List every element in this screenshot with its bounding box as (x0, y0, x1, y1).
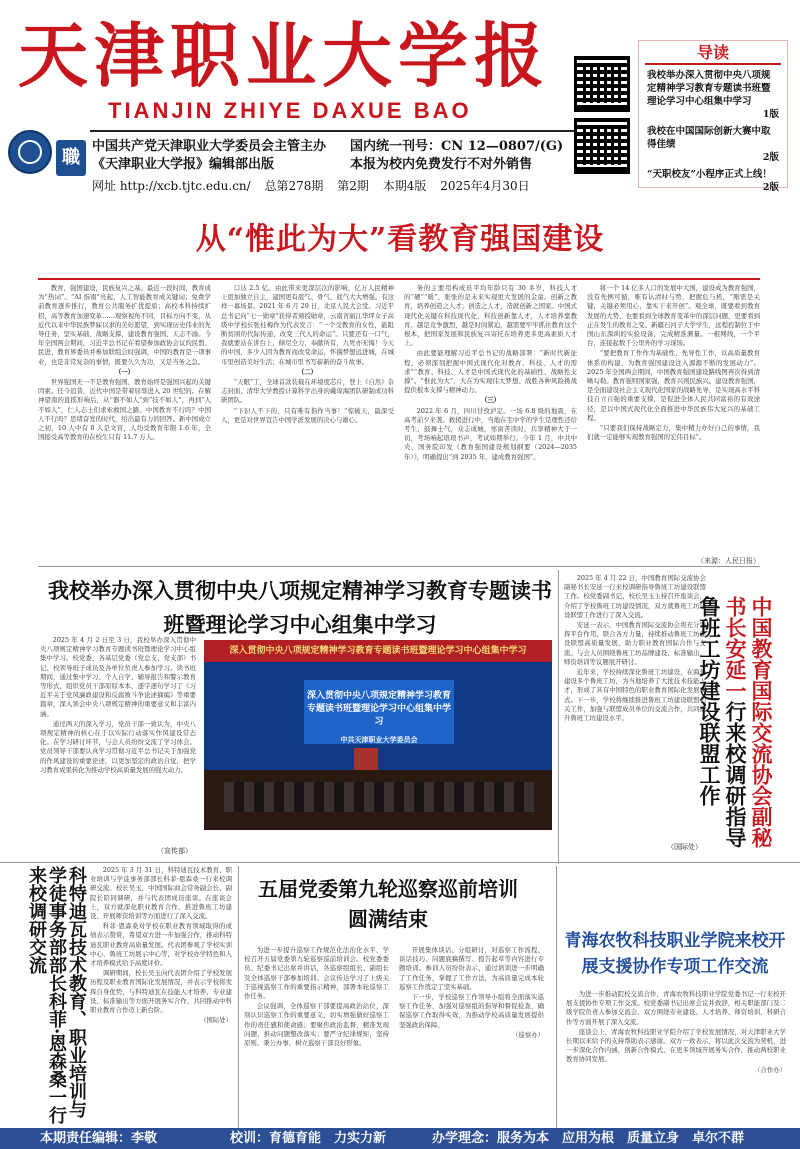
website-link[interactable]: 网址 http://xcb.tjtc.edu.cn/ (92, 179, 251, 193)
university-seal-icon (8, 130, 52, 174)
guide-item-text: “天职校友”小程序正式上线！ (647, 169, 772, 180)
photo-banner-text: 深入贯彻中央八项规定精神学习教育专题读书班暨理论学习中心组集中学习 (204, 640, 552, 662)
paragraph: 近年来，学校持续深化鲁班工坊建设，在海外建设多个鲁班工坊，为当地培养了大批技术技能人才，形成了具有中国特色的职业教育国际化发展模式。下一步，学校将继续推进鲁班工坊建设联盟相关工作，加强与联盟成员单位的交流合作，共同提升鲁班工坊建设水平。 (564, 668, 706, 723)
issue-meta (92, 178, 632, 194)
article-column (399, 946, 544, 1128)
newspaper-pinyin: TIANJIN ZHIYE DAXUE BAO (108, 98, 472, 123)
article-column (40, 636, 196, 846)
guide-item[interactable] (639, 65, 787, 121)
lead-column (221, 284, 394, 554)
publisher-line: 《天津职业大学报》编辑部出版 (92, 157, 275, 172)
footer-philosophy: 办学理念：服务为本 应用为根 质量立身 卓尔不群 (432, 1131, 745, 1146)
divider (38, 566, 760, 567)
byline: （巡察办） (512, 1030, 544, 1039)
qr-code-icon[interactable] (574, 56, 630, 112)
article-c-headline: 青海农牧科技职业学院来校开展支援协作专项工作交流 (564, 931, 786, 977)
headline-part: 行来校调研指导鲁班工坊建设联盟工作 (697, 596, 748, 848)
footer-editor: 本期责任编辑：李敬 (40, 1131, 158, 1146)
footer-motto: 校训：育德育能 力实力新 (230, 1131, 387, 1146)
masthead (0, 0, 800, 212)
paragraph: 会议强调，全体巡察干部要提高政治站位，深刻认识巡察工作的重要意义，切实增强做好巡察工作的责任感和使命感；要聚焦政治监督，精准发现问题，推动问题整改落实；要严守纪律规矩，坚持原则、秉公办事，树立巡察干部良好形象。 (244, 1002, 389, 1048)
article-rv-byline: （国际处） (667, 843, 702, 851)
issue-total: 总第278期 (264, 179, 324, 193)
paragraph: 下一步，学校巡察工作领导小组将全面落实巡察工作任务，加强对巡察组的指导和督促检查，确保巡察工作取得实效，为推动学校高质量发展提供坚强政治保障。 (399, 993, 544, 1029)
paragraph: 世界强国无一不是教育强国，教育始终是强国兴起的关键因素。任今追昔，近代中国是带着屈辱进入 20 世纪的。在解神望南的直摇形响后，从“器不如人”到“技不如人”，再到“人不如人”，仁人志士们求索救国之路。中国教育不行吗？中国人不行吗？思绪奋发的时代，给出最有力的回答。新中国成立之初，10 人中有 8 人是文盲，人均受教育年限 1.6 年，全国接受高等教育的在校生只有 11.7 万人。 (38, 378, 211, 442)
section-number: （三） (480, 396, 501, 405)
article-b-headline: 五届党委第九轮巡察巡前培训圆满结束 (258, 877, 518, 931)
paragraph: “天眼”工，全球首款装载在环境度芯片，登上《自然》杂志封面，清华大学教授计算科学出身的戴琼海团队研制成功科研团队。 (221, 378, 394, 405)
guide-item[interactable] (639, 164, 787, 194)
paragraph: 为进一步提升巡察工作规范化法治化水平，学校召开五届党委第九轮巡察巡前培训会。校党委委员、纪委书记出席并讲话，各巡察组组长、副组长及全体巡察干部参加培训。会议传达学习了上级关于巡视巡察工作的重要指示精神，部署本轮巡察工作任务。 (244, 946, 389, 1001)
guide-item-page: 2版 (762, 152, 779, 163)
guide-item-text: 我校举办深入贯彻中央八项规定精神学习教育专题读书班暨理论学习中心组集中学习 (647, 70, 771, 107)
lead-rule (38, 278, 760, 280)
paragraph: 口达 2.5 亿。由此带来更深层次的影响，亿万人民精神上更加独立自主，建国更有底气、骨气、底气大大增强。有这样一幕场景。2021 年 6 月 29 日，北京人民大会堂。习近平总书记向“七一勋章”获得者颁授勋章，云南省丽江华坪女子高级中学校长张桂梅作为代表发言：“一个受教育的女性，能阻断贫困的代际传递，改变三代人的命运”。只要还有一口气，我就要站在讲台上，倾尽全力、奉献所有，九死亦无悔！今天的中国，多少人因为教育而改变命运，怀揣梦想远进城，在城市里创造美好生活；在城市里书写崭新的奋斗故事。 (221, 284, 394, 366)
newspaper-title: 天津职业大学报 (18, 14, 550, 97)
lead-column (587, 284, 760, 554)
divider (556, 866, 557, 1128)
photo-screen-text (304, 680, 454, 744)
article-vl-body (90, 866, 232, 1128)
byline: （合作办） (754, 1065, 786, 1074)
issue-date: 2025年4月30日 (440, 179, 530, 193)
paragraph: 2025 年 4 月 22 日，中国教育国际交流协会副秘书长安延一行来校调研指导鲁班工坊建设联盟工作。校党委副书记、校长吴玉主持召开座谈会，介绍了学校鲁班工坊建设情况，双方就鲁班工坊建设联盟工作进行了深入交流。 (564, 574, 706, 619)
divider (0, 862, 800, 863)
paragraph: “要把教育工作作为基础性、先导性工作，以高质量教育体系的构建，为教育强国建设注入源源不断的发展动力”。2025 年全国两会期间，中国教育强国建设路线图再次得到清晰勾勒。教育强则国家强，教育兴则民族兴。建设教育强国，是全面建设社会主义现代化国家的战略先导，是实现高水平科技自立自强的重要支撑，是促进全体人民共同富裕的有效途径，是以中国式现代化全面推进中华民族伟大复兴的基础工程。 (587, 349, 760, 422)
headline-part: 中国教育国际交流协会副秘书长安延一 (723, 596, 774, 848)
guide-item-page: 2版 (762, 182, 779, 193)
guide-box (638, 40, 788, 193)
sponsor-line: 中国共产党天津职业大学委员会主管主办 (92, 139, 327, 154)
sponsor-block (92, 138, 342, 174)
divider (558, 570, 559, 864)
article-c-body (566, 990, 786, 1128)
lead-column (38, 284, 211, 554)
paragraph: 座谈会上，青海农牧科技职业学院介绍了学校发展情况，对天津职业大学长期以来给予的支持帮助表示感谢。双方一致表示，将以此次交流为契机，进一步深化合作内涵，创新合作模式，在更多领域开展务实合作，推动两校职业教育协同发展。 (566, 1027, 786, 1064)
guide-item-text: 我校在中国国际创新大赛中取得佳绩 (647, 126, 771, 150)
guide-title: 导读 (645, 41, 781, 65)
guide-item-page: 1版 (762, 109, 779, 120)
byline: （国际处） (200, 1016, 232, 1025)
article-a-body (40, 636, 196, 846)
article-column (90, 866, 232, 1128)
paragraph: 2022 年 6 月，四川甘孜泸定。一场 6.8 级的地震，在高考前夕来袭。救援进行中，当地在宅中学的学生是理性还给考生，鼓舞士气，众志成城，寒窗苦读时，共享精神大于一切，考场响起琅琅书声，考试如期举行。今年 1 月，中共中央、国务院印发《教育强国建设规划纲要（2024—2035 年）》，明确提出“到 2035 年，建成教育强国”。 (404, 406, 577, 461)
paragraph: 开展集体谈话、分组研讨，对巡察工作流程、谈话技巧、问题底稿撰写、报告起草等内容进行专题培训。参训人员纷纷表示，通过培训进一步明确了工作任务，掌握了工作方法，为高质量完成本轮巡察工作奠定了坚实基础。 (399, 946, 544, 991)
paragraph: 2025 年 4 月 2 日至 3 日，我校举办深入贯彻中央八项规定精神学习教育专题读书班暨理论学习中心组集中学习。校党委、各基层党委（党总支、党支部）书记、校领导班子成员及各单位负责人参加学习。读书班期间，通过集中学习、个人自学、辅导报告和警示教育等形式，组织党员干部原原本本、逐字逐句学习了《习近平关于党风廉政建设和反腐败斗争论述摘编》等重要篇章，深入领会中央八项规定精神的重要意义和丰富内涵。 (40, 636, 196, 718)
university-logo: 職 (56, 140, 86, 176)
article-a-byline: （宣传部） (157, 847, 192, 855)
article-column (566, 990, 786, 1128)
article-rv-body (564, 574, 706, 864)
issn-line: 国内统一刊号：CN 12—0807/(G) (350, 139, 564, 154)
paragraph: 教育，强国建设，民族复兴之基。最近一段时间，教育成为“热词”。“AI 指南”亮起，人工智能教育成关键词；免费学前教育逐步推行，教育公共服务扩优提质；高校本科持续扩招，高等教育加速变革……观察视角不同，目标方向不变，从近代以来中华民族梦寐以求的美好愿望，到实现历史伟业的先导任务，坚实基础、战略支撑，建设教育强国，天志不渝。今年全国两会期间，习近平总书记在看望参加政协会议的民盟、民进、教育界委员并参加联组会时强调，中国的教育是一项事业，也是非常复杂的事情，既要久久为功，又是当务之急。 (38, 284, 211, 366)
paragraph: 通过两天的深入学习，党员干部一致认为，中央八项规定精神的核心在于以实际行动落实作风建设常态化。在学习研讨环节，与会人员纷纷交流了学习体会。党员领导干部要认真学习贯彻习近平总书记关于加强党的作风建设的重要论述，以更加坚定的政治自觉，把学习教育成果转化为推动学校高质量发展的强大动力。 (40, 719, 196, 774)
divider (238, 866, 239, 1128)
photo-screen-title: 深入贯彻中央八项规定精神学习教育专题读书班暨理论学习中心组集中学习 (306, 691, 451, 727)
qr-code-icon[interactable] (574, 118, 630, 174)
paragraph: 调研期间，校长吴玉向代表团介绍了学校发展历程及职业教育国际化发展情况，并表示学校将发挥自身优势，与科特迪瓦在技能人才培养、专业建设、标准输出等方面开展务实合作，共同推动中科职业教育合作迈上新台阶。 (90, 969, 232, 1015)
footer-bar (0, 1128, 800, 1149)
page-count: 本期4版 (382, 179, 427, 193)
paragraph: “下识人不下的，只有唯有指作当事！“惊破天，最深受人，更是对世界宣告中国学派发展的决心与雄心。 (221, 406, 394, 424)
photo-screen-school: 中共天津职业大学委员会 (340, 735, 418, 744)
paragraph: “只要我们保持战略定力，集中精力办好自己的事情，我们就一定能够实现教育强国的宏伟目标”。 (587, 424, 760, 442)
section-number: （一） (114, 367, 135, 376)
masthead-rule (90, 130, 630, 132)
issue-number: 第2期 (337, 179, 369, 193)
audience (224, 782, 534, 812)
paragraph: 为进一步推动院校交流合作，青海农牧科技职业学院党委书记一行来校开展支援协作专项工作交流。校党委副书记出席会议并致辞，相关职能部门及二级学院负责人参加交流会。双方围绕专业建设、人才培养、师资培训、科研合作等方面开展了深入交流。 (566, 990, 786, 1026)
lead-headline: 从“惟此为大”看教育强国建设 (195, 222, 605, 257)
lead-column (404, 284, 577, 554)
section-number: （二） (297, 367, 318, 376)
guide-item[interactable] (639, 121, 787, 164)
distribution-line: 本报为校内免费发行不对外销售 (350, 157, 533, 172)
paragraph: 2025 年 3 月 31 日，科特迪瓦技术教育、职业培训与学徒事务部部长科菲·恩森桑一行来校调研交流。校长吴玉，中国国际商会常务副会长、副院长陪同调研，并与代表团成员座谈。在座谈会上，双方就深化职业教育合作、推进鲁班工坊建设、开展师资培训等方面进行了深入交流。 (90, 866, 232, 921)
lead-body (38, 284, 760, 554)
article-b-body (244, 946, 544, 1128)
paragraph: 由此要能理解习近平总书记的战略部署：“新时代新征程，必须深刻把握中国式现代化对教育、科技、人才的需求”“教育、科技、人才是中国式现代化的基础性、战略性支撑”。“惟此为大”，大在为实现伟大梦想、战胜各种风险挑战提供根本支撑与精神动力。 (404, 349, 577, 395)
article-rv-headline (697, 596, 774, 852)
paragraph: 安延一表示，中国教育国际交流协会将充分发挥平台作用，联合各方力量，持续推动鲁班工坊建设联盟高质量发展，助力职业教育国际合作与交流。与会人员围绕鲁班工坊品牌建设、标准输出、师资培训等议题展开研讨。 (564, 621, 706, 666)
article-column (244, 946, 389, 1128)
lead-byline: （来源：人民日报） (697, 557, 760, 565)
article-vl-headline: 科特迪瓦技术教育、职业培训与学徒事务部部长科菲·恩森桑一行来校调研交流 (26, 866, 87, 1125)
article-a-headline: 我校举办深入贯彻中央八项规定精神学习教育专题读书班暨理论学习中心组集中学习 (48, 578, 552, 637)
paragraph: 科菲·恩森桑对学校在职业教育领域取得的成绩表示赞赏，希望双方进一步加强合作，推动科特迪瓦职业教育高质量发展。代表团参观了学校实训中心、鲁班工坊展示中心等，对学校办学特色和人才培养模式给予高度评价。 (90, 922, 232, 968)
paragraph: 将一个 14 亿多人口的发展中大国，建设成为教育强国，没有先例可循，唯有认清时与势，把握危与机，“刚需是关键，关键必须用心，靠实干来开创”。观全球，既要看到教育发展的大势、也要看到全球教育变革中的深层问题，更要看到正在发生的教育之变。新疆石河子大学学生，远程控制位于中国山东深圳的实验设备，完成精准测量。一根网线，一个平台，连接起数千公里外的学习现场。 (587, 284, 760, 348)
article-column (564, 574, 706, 864)
paragraph: 务的主要用构成员平均年龄只有 30 多岁，科技人才的“硬”“暖”、张张的是未来实现更大发展的金童。创新之教育，培养创造之人才；创造之人才，造就创新之国家。中国式现代化关键在科技现代化，科技创新靠人才，人才培养靠教育。越是竞争激烈，越是时间紧迫，越需要牢牢抓住教育这个根本，把国家发展和民族复兴寄托在培养更多更高素质人才上。 (404, 284, 577, 348)
event-photo (204, 640, 552, 830)
